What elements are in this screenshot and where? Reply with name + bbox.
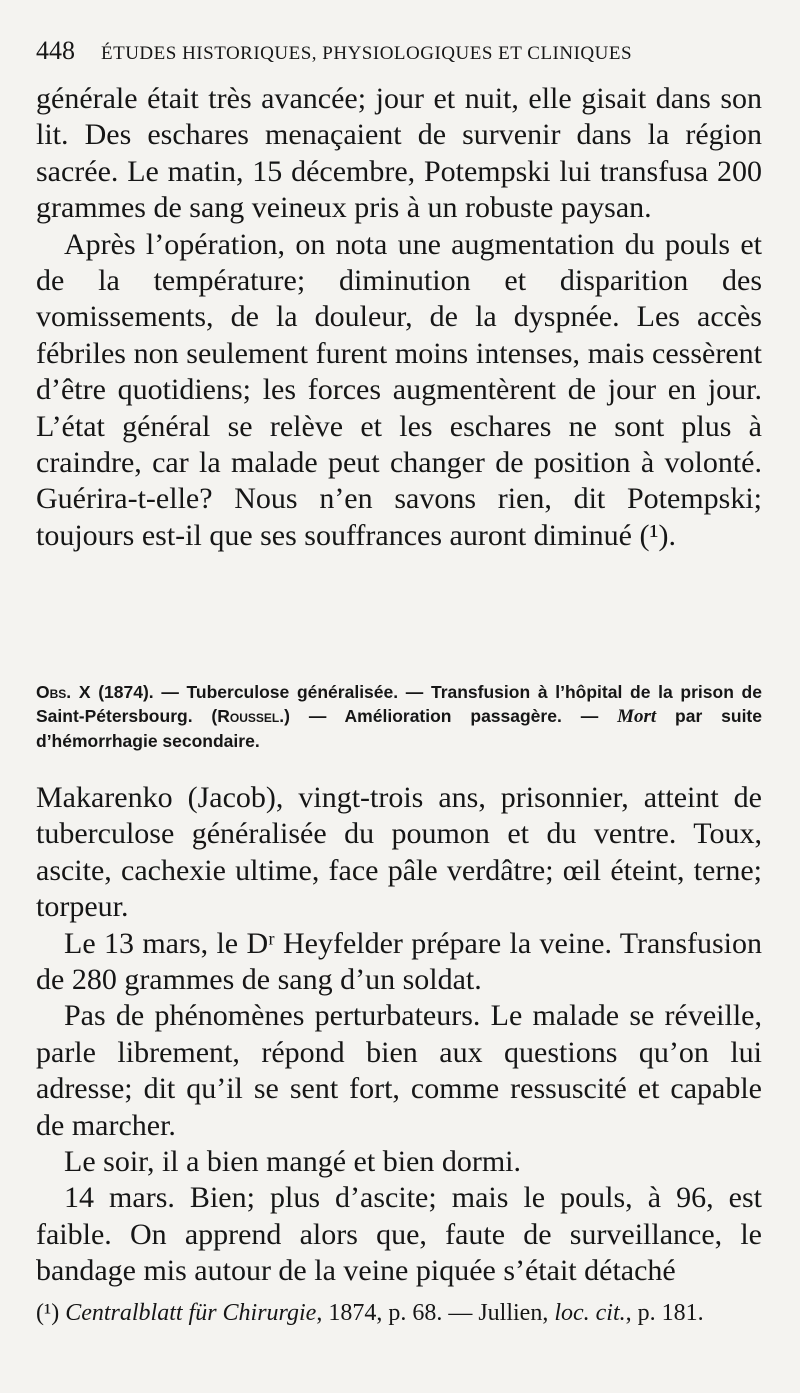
- footnote-journal: Centralblatt für Chirurgie: [65, 1300, 317, 1326]
- observation-text-b: .) — Amélioration passagère. —: [279, 706, 618, 726]
- page-header: [36, 36, 766, 76]
- page-number: 448: [36, 36, 75, 65]
- body-text-bottom: [36, 780, 762, 1290]
- observation-text-a: — Tuberculose généralisée. — Transfusion à l’hôpital de la prison de Saint-Pétersbourg. (: [36, 682, 762, 726]
- observation-text-c: par suite d’hémorrhagie secondaire.: [36, 706, 762, 751]
- observation-mort: Mort: [617, 706, 657, 727]
- paragraph: Pas de phénomènes perturbateurs. Le malade se réveille, parle librement, répond bien aux questions qu’on lui adresse; dit qu’il se sent fort, comme ressuscité et capable de marcher.: [36, 999, 762, 1142]
- observation-year: (1874).: [98, 682, 154, 702]
- footnote: [36, 1296, 762, 1330]
- paragraph: générale était très avancée; jour et nuit, elle gisait dans son lit. Des eschares menaçaient de survenir dans la région sacrée. Le matin, 15 décembre, Potempski lui transfusa 200 grammes de sang veineux pris à un robuste paysan.: [36, 82, 762, 225]
- footnote-ref: , 1874, p. 68. — Jullien,: [316, 1300, 555, 1326]
- paragraph: Makarenko (Jacob), vingt-trois ans, prisonnier, atteint de tuberculose généralisée du poumon et du ventre. Toux, ascite, cachexie ultime, face pâle verdâtre; œil éteint, terne; torpeur.: [36, 781, 762, 924]
- footnote-end: , p. 181.: [625, 1300, 704, 1326]
- running-head: ÉTUDES HISTORIQUES, PHYSIOLOGIQUES ET CLINIQUES: [101, 43, 633, 64]
- paragraph: 14 mars. Bien; plus d’ascite; mais le pouls, à 96, est faible. On apprend alors que, faute de surveillance, le bandage mis autour de la veine piquée s’était détaché: [36, 1181, 762, 1288]
- footnote-marker: (¹): [36, 1300, 66, 1326]
- observation-heading: [36, 680, 762, 753]
- observation-prefix: Obs. X: [36, 682, 91, 702]
- footnote-loc: loc. cit.: [554, 1300, 626, 1326]
- paragraph: Le 13 mars, le Dʳ Heyfelder prépare la veine. Transfusion de 280 grammes de sang d’un soldat.: [36, 926, 762, 997]
- observation-author: Roussel: [217, 706, 280, 726]
- paragraph: Le soir, il a bien mangé et bien dormi.: [64, 1145, 522, 1179]
- body-text-top: [36, 81, 762, 554]
- paragraph: Après l’opération, on nota une augmentation du pouls et de la température; diminution et disparition des vomissements, de la douleur, de la dyspnée. Les accès fébriles non seulement furent moins intenses, mais cessèrent d’être quotidiens; les forces augmentèrent de jour en jour. L’état général se relève et les eschares ne sont plus à craindre, car la malade peut changer de position à volonté. Guérira-t-elle? Nous n’en savons rien, dit Potempski; toujours est-il que ses souffrances auront diminué (¹).: [36, 227, 762, 552]
